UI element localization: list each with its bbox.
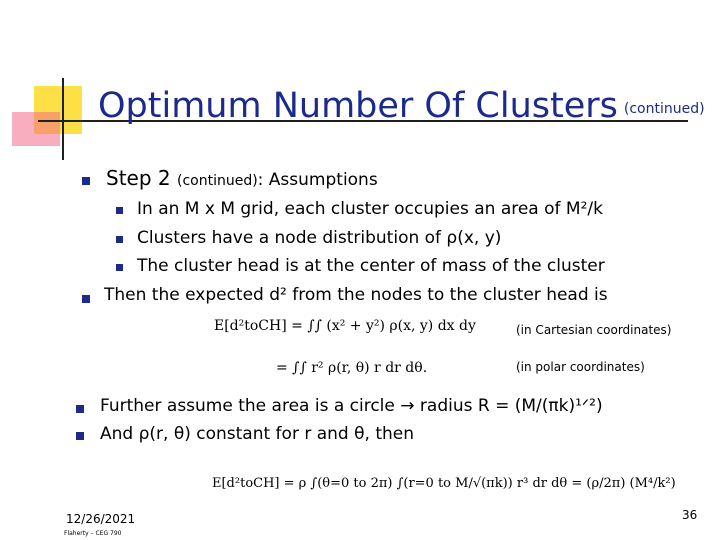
sub-bullet-cluster-head: The cluster head is at the center of mass of the cluster bbox=[137, 256, 605, 276]
bullet-icon bbox=[116, 264, 123, 271]
bullet-icon bbox=[116, 207, 123, 214]
page-number: 36 bbox=[682, 508, 698, 522]
decorative-pink-rectangle bbox=[12, 112, 60, 146]
expected-distance-line: Then the expected d² from the nodes to the cluster head is bbox=[104, 285, 608, 305]
bullet-icon bbox=[116, 236, 123, 243]
step-label: Step 2 bbox=[106, 166, 171, 190]
bullet-icon bbox=[82, 177, 90, 185]
circle-assumption-line: Further assume the area is a circle → radius R = (M/(πk)¹ᐟ²) bbox=[100, 396, 603, 416]
sub-bullet-distribution: Clusters have a node distribution of ρ(x, y) bbox=[137, 228, 502, 248]
polar-note: (in polar coordinates) bbox=[516, 360, 645, 374]
equation-polar: = ∫∫ r² ρ(r, θ) r dr dθ. bbox=[276, 360, 428, 376]
title-continued: (continued) bbox=[623, 101, 705, 117]
title-main: Optimum Number Of Clusters bbox=[98, 86, 618, 126]
bullet-icon bbox=[76, 405, 84, 413]
equation-cartesian: E[d²toCH] = ∫∫ (x² + y²) ρ(x, y) dx dy bbox=[214, 318, 476, 334]
decorative-vertical-line bbox=[62, 78, 64, 160]
step-heading bbox=[106, 166, 378, 190]
step-assumptions: : Assumptions bbox=[257, 170, 378, 190]
bullet-icon bbox=[76, 432, 84, 440]
footer-date: 12/26/2021 bbox=[66, 512, 136, 526]
bullet-icon bbox=[82, 295, 90, 303]
sub-bullet-grid: In an M x M grid, each cluster occupies an area of M²/k bbox=[137, 199, 603, 219]
constant-density-line: And ρ(r, θ) constant for r and θ, then bbox=[100, 424, 415, 444]
slide-title bbox=[98, 86, 705, 126]
cartesian-note: (in Cartesian coordinates) bbox=[516, 323, 672, 337]
equation-result: E[d²toCH] = ρ ∫(θ=0 to 2π) ∫(r=0 to M/√(πk)) r³ dr dθ = (ρ/2π) (M⁴/k²) bbox=[212, 476, 676, 491]
footer-author: Flaherty – CEG 790 bbox=[64, 530, 122, 537]
step-continued: (continued) bbox=[176, 173, 258, 189]
